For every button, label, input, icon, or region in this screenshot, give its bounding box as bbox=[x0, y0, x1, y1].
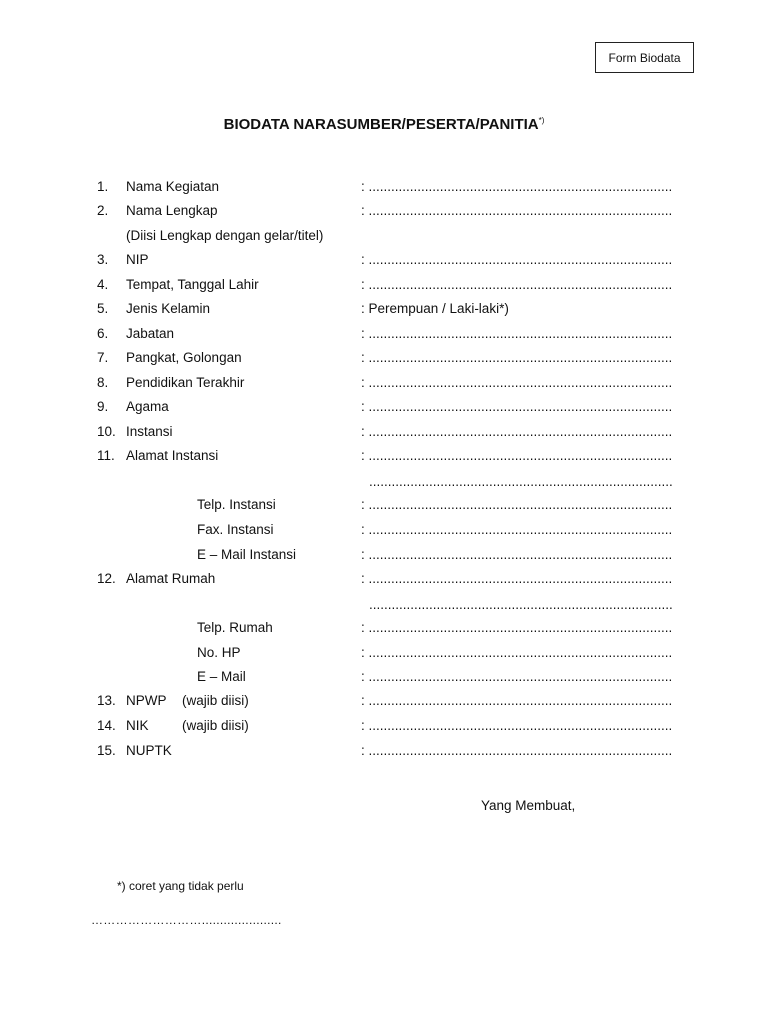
field-label: Tempat, Tanggal Lahir bbox=[126, 277, 259, 292]
field-blank[interactable]: : ................................................................................. bbox=[361, 203, 673, 218]
field-sublabel: Telp. Instansi bbox=[197, 497, 276, 512]
row-number: 8. bbox=[97, 375, 109, 390]
field-blank[interactable]: : ................................................................................. bbox=[361, 497, 673, 512]
field-label: NIP bbox=[126, 252, 149, 267]
form-row bbox=[0, 250, 768, 270]
field-sublabel: Fax. Instansi bbox=[197, 522, 274, 537]
field-blank[interactable]: : ................................................................................. bbox=[361, 693, 673, 708]
row-number: 10. bbox=[97, 424, 116, 439]
form-row bbox=[0, 324, 768, 344]
field-label: Alamat Rumah bbox=[126, 571, 216, 586]
signer-label: Yang Membuat, bbox=[481, 798, 576, 813]
footnote: *) coret yang tidak perlu bbox=[117, 879, 244, 893]
field-blank[interactable]: : ................................................................................. bbox=[361, 350, 673, 365]
form-row bbox=[0, 397, 768, 417]
field-blank[interactable]: : ................................................................................. bbox=[361, 424, 673, 439]
row-number: 5. bbox=[97, 301, 109, 316]
form-title-footnote-mark: *) bbox=[538, 116, 545, 125]
form-row bbox=[0, 741, 768, 761]
form-row bbox=[0, 177, 768, 197]
row-number: 6. bbox=[97, 326, 109, 341]
field-blank[interactable]: : ................................................................................. bbox=[361, 571, 673, 586]
field-blank[interactable]: : ................................................................................. bbox=[361, 277, 673, 292]
form-row bbox=[0, 691, 768, 711]
row-number: 15. bbox=[97, 743, 116, 758]
form-type-badge: Form Biodata bbox=[595, 42, 694, 73]
form-row bbox=[0, 595, 768, 615]
field-blank[interactable]: : ................................................................................. bbox=[361, 669, 673, 684]
field-sublabel: Telp. Rumah bbox=[197, 620, 273, 635]
field-label: Instansi bbox=[126, 424, 173, 439]
field-sublabel: E – Mail Instansi bbox=[197, 547, 297, 562]
field-blank-continuation[interactable]: ................................................................................. bbox=[369, 597, 673, 612]
field-blank[interactable]: : ................................................................................. bbox=[361, 326, 673, 341]
field-blank[interactable]: : ................................................................................. bbox=[361, 252, 673, 267]
field-label: Pendidikan Terakhir bbox=[126, 375, 245, 390]
field-note: (Diisi Lengkap dengan gelar/titel) bbox=[126, 228, 324, 243]
form-row bbox=[0, 201, 768, 221]
row-number: 12. bbox=[97, 571, 116, 586]
row-number: 9. bbox=[97, 399, 109, 414]
form-row bbox=[0, 422, 768, 442]
form-row bbox=[0, 545, 768, 565]
field-blank[interactable]: : ................................................................................. bbox=[361, 620, 673, 635]
form-row bbox=[0, 716, 768, 736]
field-blank[interactable]: : ................................................................................. bbox=[361, 718, 673, 733]
row-number: 4. bbox=[97, 277, 109, 292]
field-label: NUPTK bbox=[126, 743, 172, 758]
form-row bbox=[0, 299, 768, 319]
form-row bbox=[0, 226, 768, 246]
field-blank[interactable]: : ................................................................................. bbox=[361, 743, 673, 758]
field-label: Jenis Kelamin bbox=[126, 301, 211, 316]
row-number: 11. bbox=[97, 448, 115, 463]
form-title-text: BIODATA NARASUMBER/PESERTA/PANITIA bbox=[223, 116, 539, 133]
form-title bbox=[0, 116, 768, 133]
signature-line: ………………………...................... bbox=[91, 913, 282, 927]
required-tag: (wajib diisi) bbox=[182, 718, 249, 733]
field-value[interactable]: : Perempuan / Laki-laki*) bbox=[361, 301, 509, 316]
row-number: 7. bbox=[97, 350, 109, 365]
row-number: 1. bbox=[97, 179, 109, 194]
form-row bbox=[0, 495, 768, 515]
form-row bbox=[0, 569, 768, 589]
field-blank-continuation[interactable]: ................................................................................. bbox=[369, 474, 673, 489]
field-blank[interactable]: : ................................................................................. bbox=[361, 645, 673, 660]
field-label: Agama bbox=[126, 399, 169, 414]
field-sublabel: E – Mail bbox=[197, 669, 246, 684]
form-row bbox=[0, 348, 768, 368]
field-label: Jabatan bbox=[126, 326, 175, 341]
row-number: 3. bbox=[97, 252, 109, 267]
row-number: 2. bbox=[97, 203, 109, 218]
form-row bbox=[0, 667, 768, 687]
form-row bbox=[0, 446, 768, 466]
field-blank[interactable]: : ................................................................................. bbox=[361, 399, 673, 414]
field-blank[interactable]: : ................................................................................. bbox=[361, 547, 673, 562]
field-label: NIK bbox=[126, 718, 149, 733]
field-label: Pangkat, Golongan bbox=[126, 350, 242, 365]
field-label: Nama Kegiatan bbox=[126, 179, 220, 194]
field-label: NPWP bbox=[126, 693, 167, 708]
row-number: 14. bbox=[97, 718, 116, 733]
form-row bbox=[0, 373, 768, 393]
field-label: Nama Lengkap bbox=[126, 203, 218, 218]
field-blank[interactable]: : ................................................................................. bbox=[361, 522, 673, 537]
form-row bbox=[0, 643, 768, 663]
field-blank[interactable]: : ................................................................................. bbox=[361, 179, 673, 194]
field-sublabel: No. HP bbox=[197, 645, 241, 660]
field-label: Alamat Instansi bbox=[126, 448, 219, 463]
form-row bbox=[0, 618, 768, 638]
form-row bbox=[0, 472, 768, 492]
field-blank[interactable]: : ................................................................................. bbox=[361, 375, 673, 390]
form-row bbox=[0, 520, 768, 540]
form-row bbox=[0, 275, 768, 295]
row-number: 13. bbox=[97, 693, 116, 708]
required-tag: (wajib diisi) bbox=[182, 693, 249, 708]
field-blank[interactable]: : ................................................................................. bbox=[361, 448, 673, 463]
